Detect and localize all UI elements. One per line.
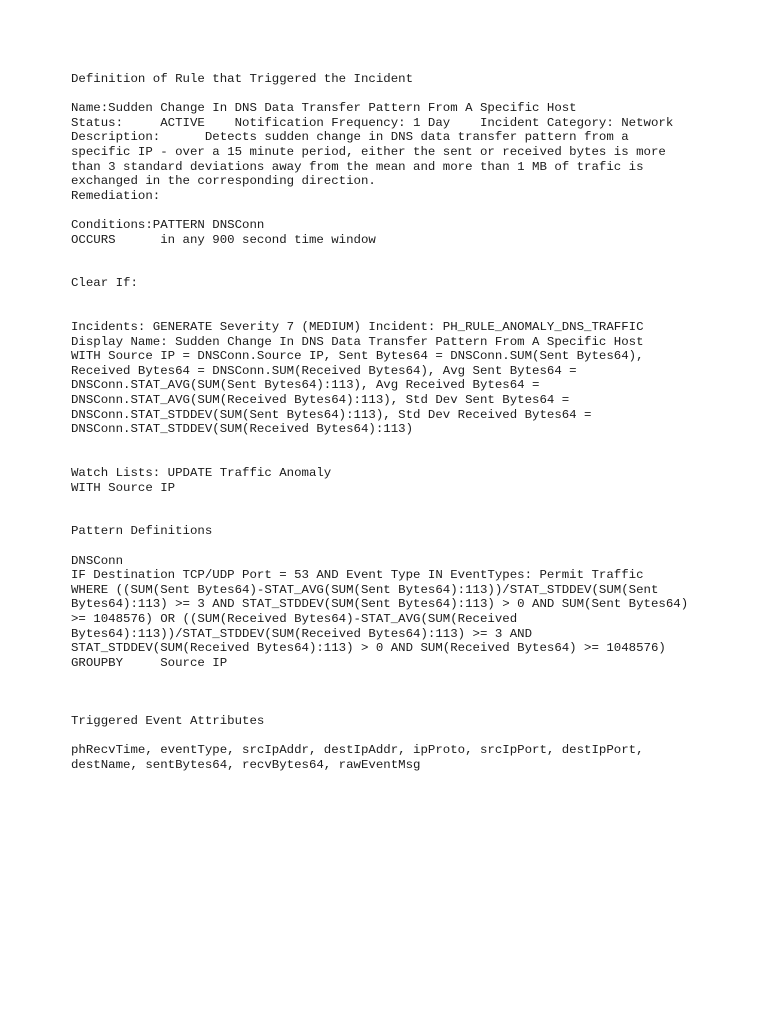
spacer bbox=[71, 291, 751, 320]
pattern-line: Bytes64):113) >= 3 AND STAT_STDDEV(SUM(Sent Bytes64):113) > 0 AND SUM(Sent Bytes64) bbox=[71, 597, 689, 612]
watch-lists-line: Watch Lists: UPDATE Traffic Anomaly bbox=[71, 466, 332, 481]
rule-description-line: specific IP - over a 15 minute period, either the sent or received bytes is more bbox=[71, 144, 666, 159]
incidents-line: DNSConn.STAT_AVG(SUM(Received Bytes64):113), Std Dev Sent Bytes64 = bbox=[71, 393, 570, 408]
triggered-attributes-line: destName, sentBytes64, recvBytes64, rawEventMsg bbox=[71, 757, 421, 772]
watch-lists-section bbox=[71, 466, 751, 495]
rule-summary-section bbox=[71, 101, 751, 203]
pattern-groupby: GROUPBY Source IP bbox=[71, 655, 228, 670]
incidents-line: DNSConn.STAT_STDDEV(SUM(Sent Bytes64):113), Std Dev Received Bytes64 = bbox=[71, 407, 592, 422]
triggered-attributes-line: phRecvTime, eventType, srcIpAddr, destIpAddr, ipProto, srcIpPort, destIpPort, bbox=[71, 743, 644, 758]
triggered-attributes-section bbox=[71, 714, 751, 772]
incidents-line: Received Bytes64 = DNSConn.SUM(Received Bytes64), Avg Sent Bytes64 = bbox=[71, 363, 577, 378]
document-page bbox=[71, 72, 751, 773]
spacer bbox=[71, 247, 751, 276]
watch-lists-line: WITH Source IP bbox=[71, 480, 176, 495]
pattern-line: IF Destination TCP/UDP Port = 53 AND Event Type IN EventTypes: Permit Traffic bbox=[71, 568, 644, 583]
conditions-line: OCCURS in any 900 second time window bbox=[71, 232, 376, 247]
conditions-section bbox=[71, 218, 751, 247]
incidents-line: DNSConn.STAT_AVG(SUM(Sent Bytes64):113), Avg Received Bytes64 = bbox=[71, 378, 540, 393]
spacer bbox=[71, 729, 751, 744]
conditions-line: Conditions:PATTERN DNSConn bbox=[71, 217, 265, 232]
rule-status: Status: ACTIVE Notification Frequency: 1 Day Incident Category: Network bbox=[71, 115, 674, 130]
rule-description-line: than 3 standard deviations away from the mean and more than 1 MB of trafic is bbox=[71, 159, 644, 174]
incidents-line: WITH Source IP = DNSConn.Source IP, Sent Bytes64 = DNSConn.SUM(Sent Bytes64), bbox=[71, 349, 644, 364]
pattern-line: Bytes64):113))/STAT_STDDEV(SUM(Received Bytes64):113) >= 3 AND bbox=[71, 626, 533, 641]
spacer bbox=[71, 87, 751, 102]
spacer bbox=[71, 437, 751, 466]
triggered-attributes-heading: Triggered Event Attributes bbox=[71, 714, 265, 729]
pattern-definitions-section bbox=[71, 524, 751, 670]
spacer bbox=[71, 495, 751, 524]
rule-description-line: Description: Detects sudden change in DNS data transfer pattern from a bbox=[71, 130, 629, 145]
pattern-name: DNSConn bbox=[71, 553, 124, 568]
rule-remediation: Remediation: bbox=[71, 188, 161, 203]
pattern-definitions-heading: Pattern Definitions bbox=[71, 524, 213, 539]
rule-name: Name:Sudden Change In DNS Data Transfer Pattern From A Specific Host bbox=[71, 101, 577, 116]
pattern-line: WHERE ((SUM(Sent Bytes64)-STAT_AVG(SUM(Sent Bytes64):113))/STAT_STDDEV(SUM(Sent bbox=[71, 582, 659, 597]
spacer bbox=[71, 670, 751, 714]
pattern-line: >= 1048576) OR ((SUM(Received Bytes64)-STAT_AVG(SUM(Received bbox=[71, 611, 518, 626]
document-heading: Definition of Rule that Triggered the Incident bbox=[71, 72, 414, 86]
clear-if-label: Clear If: bbox=[71, 276, 138, 291]
incidents-line: DNSConn.STAT_STDDEV(SUM(Received Bytes64):113) bbox=[71, 422, 414, 437]
incidents-section bbox=[71, 320, 751, 437]
rule-description-line: exchanged in the corresponding direction. bbox=[71, 174, 376, 189]
incidents-line: Display Name: Sudden Change In DNS Data Transfer Pattern From A Specific Host bbox=[71, 334, 644, 349]
pattern-line: STAT_STDDEV(SUM(Received Bytes64):113) > 0 AND SUM(Received Bytes64) >= 1048576) bbox=[71, 641, 666, 656]
spacer bbox=[71, 539, 751, 554]
spacer bbox=[71, 203, 751, 218]
incidents-line: Incidents: GENERATE Severity 7 (MEDIUM) Incident: PH_RULE_ANOMALY_DNS_TRAFFIC bbox=[71, 320, 644, 335]
